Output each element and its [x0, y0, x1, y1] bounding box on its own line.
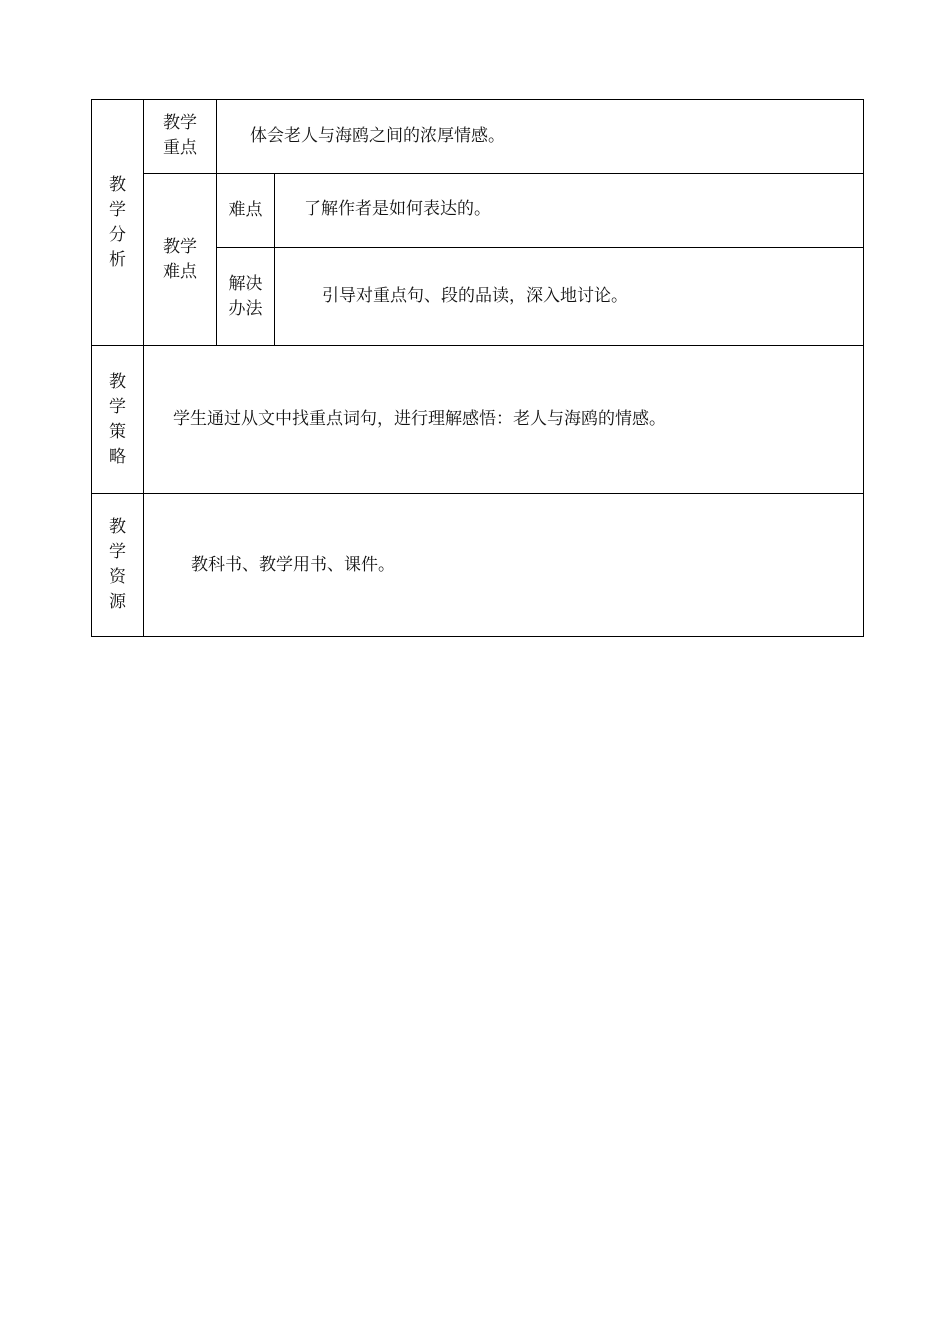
difficulty-label-cell: [144, 174, 217, 346]
hard-point-text: 了解作者是如何表达的。: [304, 199, 491, 219]
analysis-label: 教学分析: [109, 174, 126, 270]
resources-row: [92, 494, 864, 637]
hard-point-content-cell: [275, 174, 864, 248]
resources-content-cell: [144, 494, 864, 637]
lesson-plan-table: [91, 99, 864, 637]
key-point-row: [92, 100, 864, 174]
hard-point-label: 难点: [228, 200, 263, 220]
key-point-text: 体会老人与海鸥之间的浓厚情感。: [250, 126, 505, 146]
solution-text: 引导对重点句、段的品读，深入地讨论。: [322, 286, 628, 306]
solution-label: 解决办法: [228, 273, 263, 319]
key-point-label-cell: [144, 100, 217, 174]
strategy-label: 教学策略: [109, 371, 126, 467]
strategy-label-cell: [92, 346, 144, 494]
solution-label-cell: [217, 248, 275, 346]
key-point-label: 教学重点: [163, 113, 197, 158]
difficulty-label: 教学难点: [163, 236, 197, 282]
solution-content-cell: [275, 248, 864, 346]
key-point-content-cell: [217, 100, 864, 174]
resources-text: 教科书、教学用书、课件。: [191, 554, 395, 575]
strategy-text: 学生通过从文中找重点词句，进行理解感悟：老人与海鸥的情感。: [173, 409, 666, 429]
resources-label-cell: [92, 494, 144, 637]
hard-point-row: [92, 174, 864, 248]
strategy-row: [92, 346, 864, 494]
hard-point-label-cell: [217, 174, 275, 248]
resources-label: 教学资源: [109, 517, 126, 612]
analysis-label-cell: [92, 100, 144, 346]
strategy-content-cell: [144, 346, 864, 494]
